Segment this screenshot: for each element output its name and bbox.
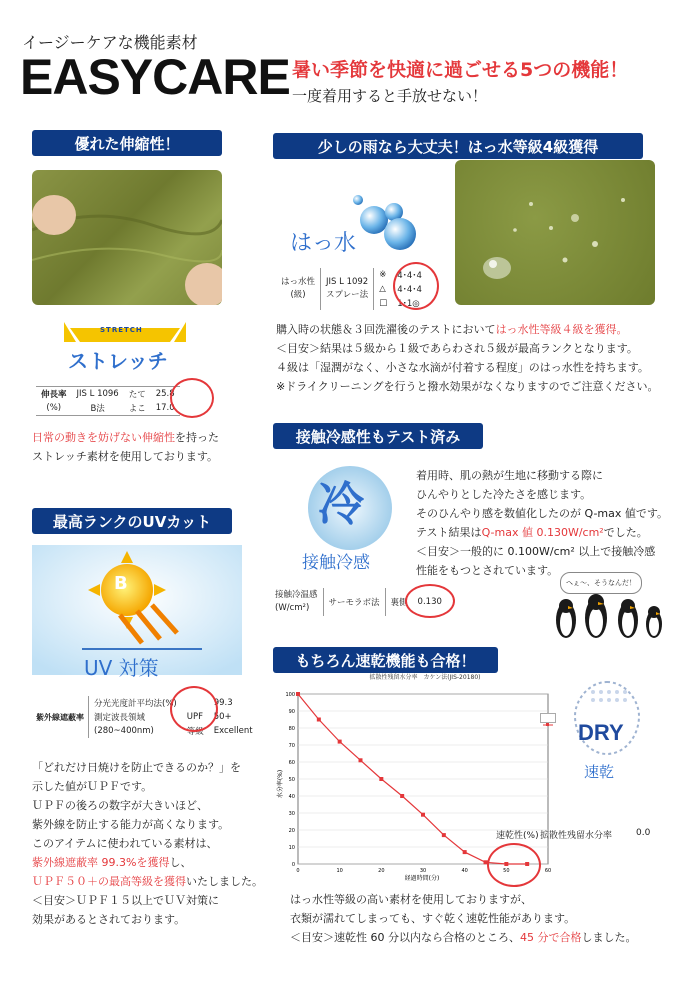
- chart-legend-value: 0.0: [636, 828, 651, 838]
- stretch-banner: 優れた伸縮性！: [32, 130, 222, 156]
- chart-point: [338, 740, 342, 744]
- dry-text-3-b: しました。: [581, 931, 637, 944]
- uv-text-1: 「どれだけ日焼けを防止できるのか？」を: [32, 761, 241, 774]
- stretch-badge-title: ストレッチ: [68, 349, 168, 373]
- uv-highlight-circle: [170, 686, 218, 732]
- water-text-3: ４級は「湿潤がなく、小さな水滴が付着する程度」のはっ水性を持ちます。: [276, 361, 649, 374]
- header-slogan: 暑い季節を快適に過ごせる5つの機能！: [292, 59, 629, 81]
- spec-standard: JIS L 1092: [326, 277, 369, 287]
- water-text-4: ※ドライクリーニングを行うと撥水効果がなくなりますのでご注意ください。: [276, 380, 659, 393]
- uv-banner: 最高ランクのUVカット: [32, 508, 232, 534]
- chart-point: [463, 850, 467, 854]
- water-highlight-circle: [393, 262, 439, 310]
- cool-text: [416, 466, 696, 580]
- chart-point: [296, 692, 300, 696]
- spec-value: 1･1◎: [397, 299, 420, 309]
- header-title: EASYCARE: [20, 49, 290, 105]
- water-icon: [282, 172, 447, 272]
- spec-mark: □: [379, 298, 388, 308]
- water-photo: [455, 160, 655, 305]
- chart-ytick-label: 60: [288, 760, 295, 766]
- chart-xtick-label: 60: [544, 868, 552, 874]
- spec-method: 分光光度計平均法(%): [94, 699, 177, 709]
- cool-speech-bubble: へぇ～、そうなんだ！: [560, 572, 642, 594]
- spec-name: 接触冷温感: [275, 590, 318, 600]
- cool-text-5: ＜目安＞一般的に 0.100W/cm² 以上で接触冷感: [416, 545, 656, 558]
- penguin-icon: [646, 606, 662, 638]
- spec-value: 4･4･4: [397, 285, 422, 295]
- chart-xtick-label: 20: [378, 868, 385, 874]
- spec-method: スプレー法: [326, 290, 369, 300]
- chart-xtick-label: 10: [336, 868, 343, 874]
- cool-text-2: ひんやりとした冷たさを感じます。: [416, 488, 592, 501]
- cool-text-3: そのひんやり感を数値化したのが Q-max 値です。: [416, 507, 669, 520]
- spec-value: 99.3: [213, 698, 233, 708]
- uv-icon-label: UV 対策: [84, 656, 159, 680]
- chart-legend-box: [540, 713, 556, 723]
- cool-text-4-b: でした。: [603, 526, 648, 539]
- chart-point: [379, 777, 383, 781]
- chart-ytick-label: 80: [288, 726, 295, 732]
- uv-spec-name: 紫外線遮蔽率: [36, 713, 84, 722]
- chart-xlabel: 経過時間(分): [404, 875, 440, 882]
- uv-text-3: ＵＰＦの後ろの数字が大きいほど、: [32, 799, 208, 812]
- chart-ytick-label: 30: [288, 811, 295, 817]
- spec-unit: 等級: [186, 727, 204, 737]
- dry-text-1: はっ水性等級の高い素材を使用しておりますが、: [290, 893, 532, 906]
- cool-kanji: 冷: [318, 477, 364, 531]
- water-banner: 少しの雨なら大丈夫！はっ水等級4級獲得: [273, 133, 643, 159]
- spec-direction: たて: [128, 390, 146, 400]
- stretch-highlight-circle: [170, 378, 214, 418]
- chart-ylabel: 水分率(%): [277, 769, 284, 799]
- spec-mark: ※: [379, 270, 387, 280]
- spec-name: 伸長率: [41, 390, 67, 400]
- stretch-text-red: 日常の動きを妨げない伸縮性: [32, 431, 175, 444]
- dry-text-3: ＜目安＞速乾性 60 分以内なら合格のところ、: [290, 931, 520, 944]
- uv-text-7: いたしました。: [186, 875, 263, 888]
- dry-banner: もちろん速乾機能も合格！: [273, 647, 498, 673]
- uv-text-6-red: 紫外線遮蔽率 99.3%を獲得: [32, 856, 170, 869]
- chart-ytick-label: 0: [291, 862, 295, 868]
- penguin-icon: [585, 594, 607, 638]
- uv-text: [32, 758, 282, 929]
- uv-sun-label: B: [114, 573, 128, 594]
- water-text-1: 購入時の状態＆３回洗濯後のテストにおいて: [276, 323, 496, 336]
- header-subtitle: イージーケアな機能素材: [22, 33, 198, 52]
- chart-xtick-label: 0: [296, 868, 300, 874]
- stretch-badge-label: STRETCH: [100, 326, 143, 334]
- chart-ytick-label: 20: [288, 828, 295, 834]
- uv-text-9: 効果があるとされております。: [32, 913, 186, 926]
- cool-text-4-red: Q-max 値 0.130W/cm²: [481, 526, 604, 539]
- chart-point: [359, 758, 363, 762]
- spec-unit: (W/cm²): [275, 603, 310, 613]
- dry-text-3-red: 45 分で合格: [520, 931, 582, 944]
- dry-icon-label: DRY: [578, 720, 624, 745]
- spec-method: 測定波長領域: [94, 713, 146, 723]
- chart-xtick-label: 40: [461, 868, 468, 874]
- cool-label: 接触冷感: [302, 553, 370, 573]
- uv-text-6: し、: [169, 856, 192, 869]
- chart-point: [442, 833, 446, 837]
- dry-text: [290, 890, 695, 947]
- stretch-text-rest: を持った: [175, 431, 219, 444]
- spec-direction: よこ: [128, 404, 146, 414]
- water-text-1-red: はっ水性等級４級を獲得。: [495, 323, 628, 336]
- stretch-text: [32, 428, 262, 466]
- spec-value: 4･4･4: [397, 271, 422, 281]
- uv-text-2: 示した値がＵＰＦです。: [32, 780, 153, 793]
- chart-ytick-label: 100: [285, 692, 295, 698]
- chart-ytick-label: 10: [288, 845, 295, 851]
- dry-text-2: 衣類が濡れてしまっても、すぐ乾く速乾性能があります。: [290, 912, 576, 925]
- spec-value: 0.130: [417, 597, 442, 607]
- uv-text-8: ＜目安＞ＵＰＦ１５以上でＵＶ対策に: [32, 894, 219, 907]
- penguins-illustration: [548, 590, 668, 640]
- spec-standard: サーモラボ法: [323, 588, 385, 616]
- water-droplets-image: [455, 160, 655, 305]
- chart-ytick-label: 50: [288, 777, 295, 783]
- spec-value: 17.0: [155, 403, 175, 413]
- spec-value: 50+: [213, 712, 232, 722]
- water-icon-label: はっ水: [290, 231, 357, 256]
- chart-point: [317, 718, 321, 722]
- chart-ytick-label: 70: [288, 743, 295, 749]
- chart-xtick-label: 30: [419, 868, 427, 874]
- water-text: [276, 320, 696, 396]
- spec-value: 25.8: [155, 389, 175, 399]
- uv-text-4: 紫外線を防止する能力が高くなります。: [32, 818, 230, 831]
- chart-point: [400, 794, 404, 798]
- penguin-icon: [556, 599, 576, 638]
- uv-text-7-red: ＵＰＦ５０＋の最高等級を獲得: [32, 875, 186, 888]
- dry-highlight-circle: [487, 843, 541, 887]
- spec-method: (280~400nm): [94, 726, 154, 736]
- spec-standard: JIS L 1096: [76, 389, 119, 399]
- cool-text-6: 性能をもつとされています。: [416, 564, 559, 577]
- cool-highlight-circle: [405, 584, 455, 618]
- spec-method: B法: [90, 404, 105, 414]
- stretch-photo: [32, 170, 222, 305]
- stretch-text-2: ストレッチ素材を使用しております。: [32, 450, 219, 463]
- cool-text-4: テスト結果は: [416, 526, 482, 539]
- chart-ytick-label: 40: [288, 794, 295, 800]
- spec-unit: UPF: [186, 712, 203, 722]
- stretch-spec-table: [36, 386, 180, 416]
- spec-unit: (級): [290, 290, 306, 300]
- water-text-2: ＜目安＞結果は５級から１級であらわされ５級が最高ランクとなります。: [276, 342, 638, 355]
- chart-ytick-label: 90: [288, 709, 295, 715]
- spec-mark: △: [379, 284, 386, 294]
- dry-icon-sub: 速乾: [584, 763, 615, 781]
- chart-xtick-label: 50: [503, 868, 510, 874]
- cool-text-1: 着用時、肌の熱が生地に移動する際に: [416, 469, 603, 482]
- stretch-fabric-image: [32, 170, 222, 305]
- chart-legend-2: 拡散性残留水分率: [540, 831, 613, 841]
- spec-value: Excellent: [213, 726, 253, 736]
- chart-legend: 速乾性(%): [496, 831, 539, 841]
- spec-side: 裏側: [390, 598, 408, 608]
- spec-name: はっ水性: [281, 277, 316, 287]
- chart-title: 拡散性残留水分率 カケン法(JIS-20180): [369, 674, 481, 681]
- spec-unit: (%): [46, 403, 62, 413]
- cool-banner: 接触冷感性もテスト済み: [273, 423, 483, 449]
- uv-text-5: このアイテムに使われている素材は、: [32, 837, 218, 850]
- header-slogan-sub: 一度着用すると手放せない！: [292, 87, 488, 105]
- chart-point: [421, 813, 425, 817]
- penguin-icon: [618, 599, 638, 638]
